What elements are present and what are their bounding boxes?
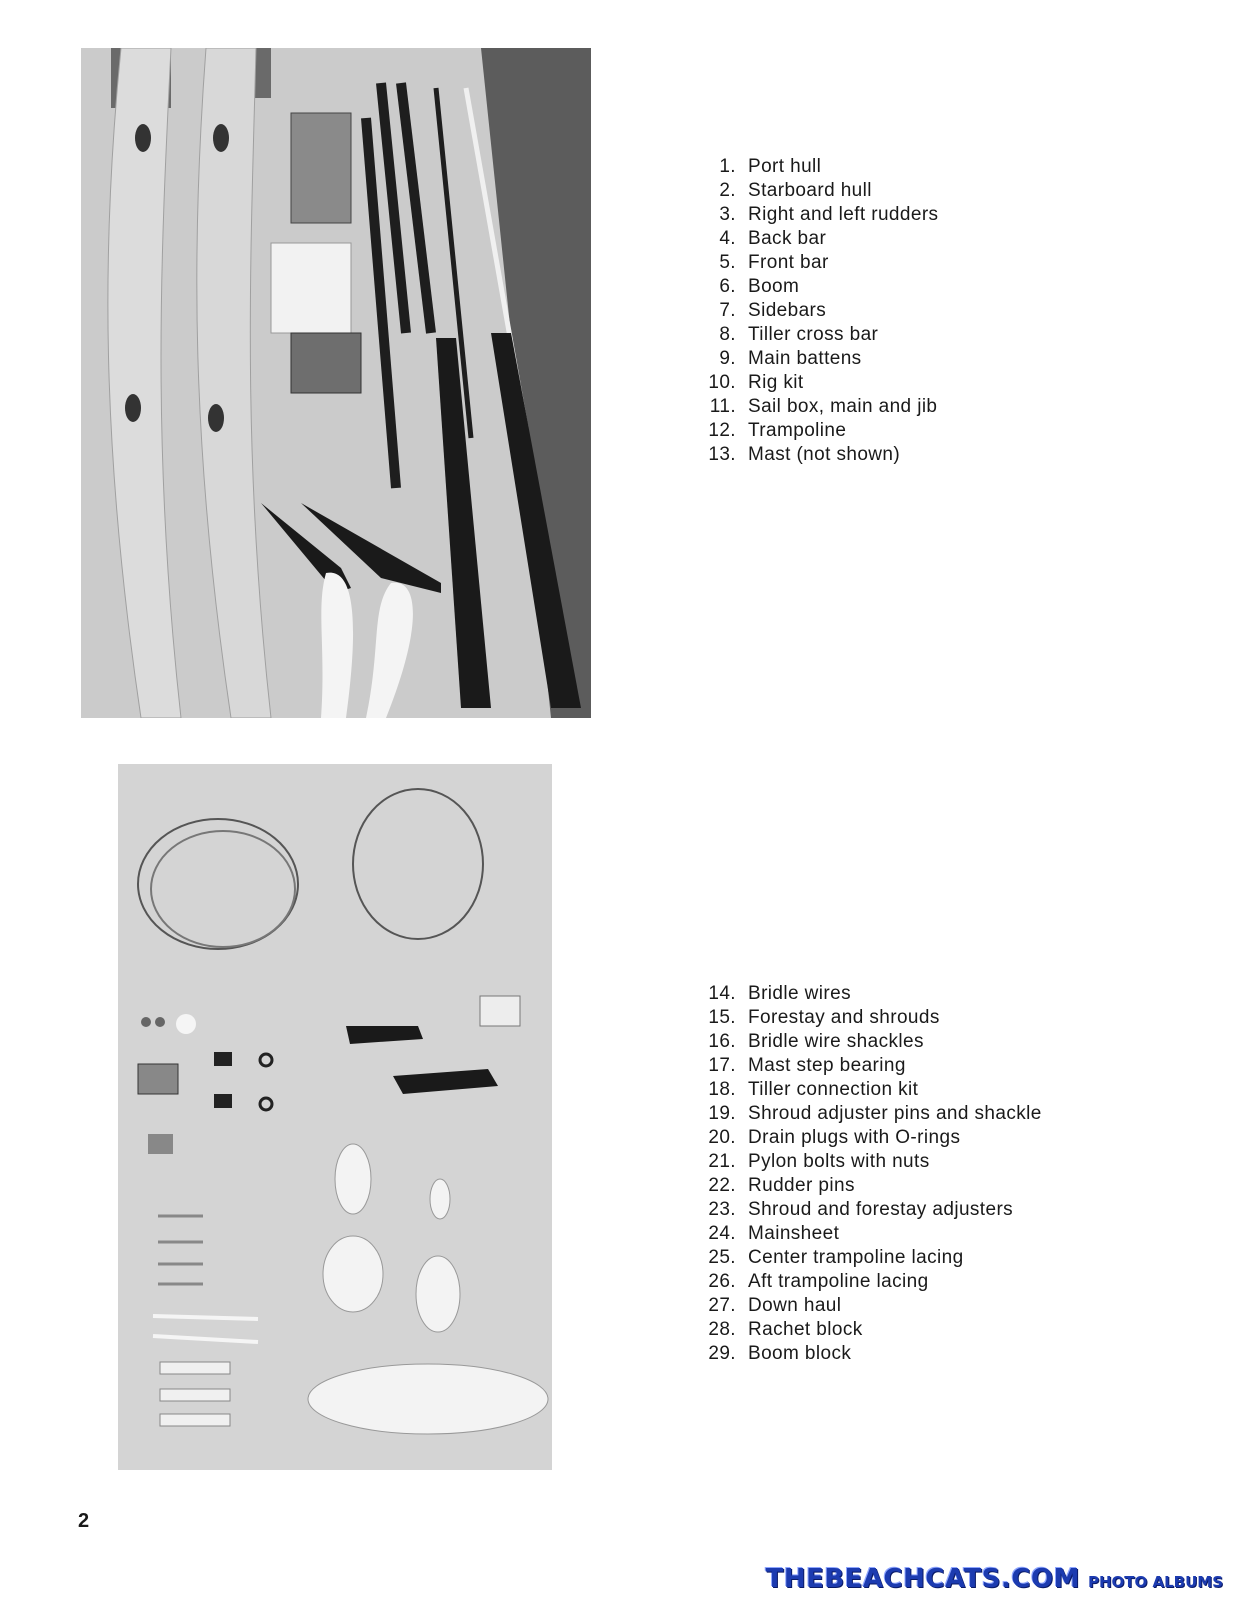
item-label: Bridle wire shackles (748, 1031, 924, 1052)
item-number: 22. (708, 1175, 736, 1196)
list-item (700, 443, 938, 467)
list-item (700, 1030, 1042, 1054)
item-label: Right and left rudders (748, 204, 939, 225)
list-item (700, 203, 938, 227)
item-number: 27. (708, 1295, 736, 1316)
item-label: Mainsheet (748, 1223, 840, 1244)
item-label: Front bar (748, 252, 829, 273)
list-item (700, 275, 938, 299)
item-number: 25. (708, 1247, 736, 1268)
list-item (700, 1126, 1042, 1150)
list-item (700, 227, 938, 251)
page-number: 2 (78, 1510, 90, 1532)
item-label: Tiller cross bar (748, 324, 879, 345)
list-item (700, 1102, 1042, 1126)
item-label: Shroud adjuster pins and shackle (748, 1103, 1042, 1124)
list-item (700, 1294, 1042, 1318)
watermark (766, 1564, 1223, 1594)
item-label: Rig kit (748, 372, 804, 393)
item-number: 3. (719, 204, 736, 225)
watermark-sub: PHOTO ALBUMS (1087, 1573, 1223, 1591)
item-label: Center trampoline lacing (748, 1247, 964, 1268)
item-number: 21. (708, 1151, 736, 1172)
list-item (700, 1150, 1042, 1174)
list-item (700, 347, 938, 371)
list-item (700, 323, 938, 347)
item-label: Boom (748, 276, 800, 297)
item-label: Trampoline (748, 420, 847, 441)
list-item (700, 1198, 1042, 1222)
list-item (700, 1318, 1042, 1342)
list-item (700, 395, 938, 419)
item-number: 18. (708, 1079, 736, 1100)
item-label: Mast (not shown) (748, 444, 901, 465)
item-label: Starboard hull (748, 180, 872, 201)
boat-parts-photo (81, 48, 591, 718)
list-item (700, 1174, 1042, 1198)
item-number: 14. (708, 983, 736, 1004)
list-item (700, 1054, 1042, 1078)
item-number: 24. (708, 1223, 736, 1244)
item-number: 9. (719, 348, 736, 369)
item-number: 28. (708, 1319, 736, 1340)
list-item (700, 1078, 1042, 1102)
item-label: Shroud and forestay adjusters (748, 1199, 1014, 1220)
item-number: 6. (719, 276, 736, 297)
item-number: 1. (719, 156, 736, 177)
list-item (700, 1222, 1042, 1246)
item-number: 19. (708, 1103, 736, 1124)
item-number: 13. (708, 444, 736, 465)
item-label: Mast step bearing (748, 1055, 906, 1076)
item-number: 8. (719, 324, 736, 345)
item-label: Boom block (748, 1343, 852, 1364)
item-label: Aft trampoline lacing (748, 1271, 929, 1292)
list-item (700, 251, 938, 275)
list-item (700, 299, 938, 323)
list-item (700, 1270, 1042, 1294)
item-label: Port hull (748, 156, 822, 177)
item-number: 29. (708, 1343, 736, 1364)
item-label: Rudder pins (748, 1175, 855, 1196)
item-label: Forestay and shrouds (748, 1007, 940, 1028)
item-label: Sidebars (748, 300, 827, 321)
item-number: 12. (708, 420, 736, 441)
item-number: 15. (708, 1007, 736, 1028)
item-label: Drain plugs with O-rings (748, 1127, 961, 1148)
parts-list-top (700, 155, 938, 467)
boat-parts-illustration (81, 48, 591, 718)
item-label: Main battens (748, 348, 862, 369)
list-item (700, 155, 938, 179)
item-number: 20. (708, 1127, 736, 1148)
parts-list-bottom (700, 982, 1042, 1366)
item-number: 10. (708, 372, 736, 393)
item-number: 2. (719, 180, 736, 201)
item-number: 26. (708, 1271, 736, 1292)
list-item (700, 179, 938, 203)
item-label: Back bar (748, 228, 827, 249)
list-item (700, 371, 938, 395)
item-number: 7. (719, 300, 736, 321)
item-number: 5. (719, 252, 736, 273)
item-number: 17. (708, 1055, 736, 1076)
item-label: Rachet block (748, 1319, 863, 1340)
rig-kit-illustration (118, 764, 552, 1470)
item-label: Tiller connection kit (748, 1079, 919, 1100)
item-number: 11. (709, 396, 736, 417)
item-number: 16. (708, 1031, 736, 1052)
rig-kit-photo (118, 764, 552, 1470)
item-label: Pylon bolts with nuts (748, 1151, 930, 1172)
list-item (700, 1342, 1042, 1366)
item-label: Down haul (748, 1295, 842, 1316)
item-number: 23. (708, 1199, 736, 1220)
item-label: Bridle wires (748, 983, 851, 1004)
list-item (700, 1006, 1042, 1030)
list-item (700, 982, 1042, 1006)
item-number: 4. (719, 228, 736, 249)
list-item (700, 1246, 1042, 1270)
item-label: Sail box, main and jib (748, 396, 938, 417)
watermark-main: THEBEACHCATS.COM (765, 1564, 1080, 1594)
list-item (700, 419, 938, 443)
